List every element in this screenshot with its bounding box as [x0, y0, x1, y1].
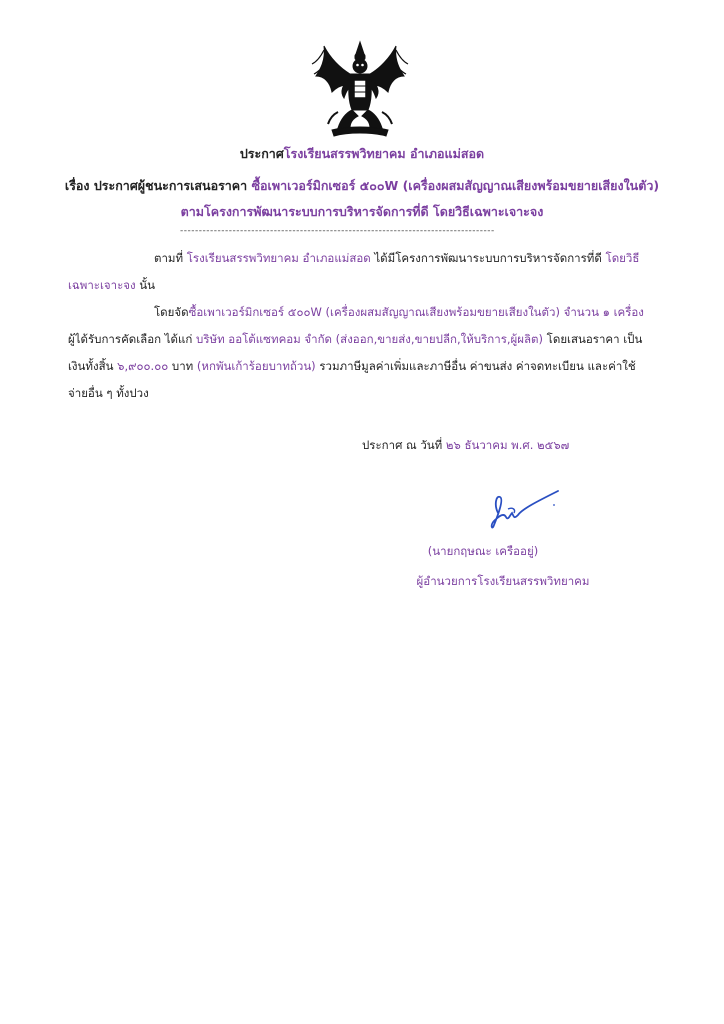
p1-suffix: นั้น	[139, 278, 156, 292]
paragraph-details	[68, 299, 653, 407]
signatory-position	[0, 573, 724, 591]
p2-winner-label: ผู้ได้รับการคัดเลือก ได้แก่	[68, 332, 193, 346]
announce-date-line	[362, 437, 569, 455]
p1-school: โรงเรียนสรรพวิทยาคม อำเภอแม่สอด	[186, 251, 371, 265]
announcement-title	[0, 145, 724, 163]
p1-method: โดยวิธีเฉพาะเจาะจง	[68, 251, 640, 292]
divider-line: ------------------------------------------------------------------------------------	[180, 226, 495, 236]
announcement-subject	[62, 173, 662, 225]
p2-item: ซื้อเพาเวอร์มิกเซอร์ ๕๐๐W (เครื่องผสมสัญญาณเสียงพร้อมขยายเสียงในตัว) จำนวน ๑ เครื่อง	[188, 305, 644, 319]
p2-amount: ๖,๙๐๐.๐๐	[117, 359, 169, 373]
p2-amount-text: (หกพันเก้าร้อยบาทถ้วน)	[196, 359, 316, 373]
p2-unit: บาท	[171, 359, 194, 373]
title-prefix: ประกาศ	[239, 146, 284, 161]
signatory-position-text: ผู้อำนวยการโรงเรียนสรรพวิทยาคม	[416, 574, 590, 588]
signatory-name	[0, 543, 724, 561]
p2-offer: โดยเสนอราคา เป็นเงินทั้งสิ้น	[68, 332, 643, 373]
paragraph-intro	[68, 245, 653, 299]
p2-prefix: โดยจัด	[154, 305, 189, 319]
p1-mid: ได้มีโครงการพัฒนาระบบการบริหารจัดการที่ดี	[374, 251, 602, 265]
garuda-emblem-icon	[310, 40, 410, 140]
subject-suffix: ตามโครงการพัฒนาระบบการบริหารจัดการที่ดี โดยวิธีเฉพาะเจาะจง	[180, 204, 544, 219]
p2-rest: รวมภาษีมูลค่าเพิ่มและภาษีอื่น ค่าขนส่ง ค่าจดทะเบียน และค่าใช้จ่ายอื่น ๆ ทั้งปวง	[68, 359, 636, 400]
school-name: โรงเรียนสรรพวิทยาคม อำเภอแม่สอด	[283, 146, 485, 161]
announce-date: ๒๖ ธันวาคม พ.ศ. ๒๕๖๗	[445, 438, 570, 452]
signatory-name-text: (นายกฤษณะ เครืออยู่)	[427, 544, 539, 558]
signature-icon	[478, 485, 562, 533]
subject-prefix: เรื่อง ประกาศผู้ชนะการเสนอราคา	[64, 178, 248, 193]
p1-prefix: ตามที่	[154, 251, 184, 265]
subject-item: ซื้อเพาเวอร์มิกเซอร์ ๕๐๐W (เครื่องผสมสัญญาณเสียงพร้อมขยายเสียงในตัว)	[251, 178, 660, 193]
announce-prefix: ประกาศ ณ วันที่	[362, 438, 443, 452]
p2-winner: บริษัท ออโต้แซทคอม จำกัด (ส่งออก,ขายส่ง,ขายปลีก,ให้บริการ,ผู้ผลิต)	[196, 332, 544, 346]
